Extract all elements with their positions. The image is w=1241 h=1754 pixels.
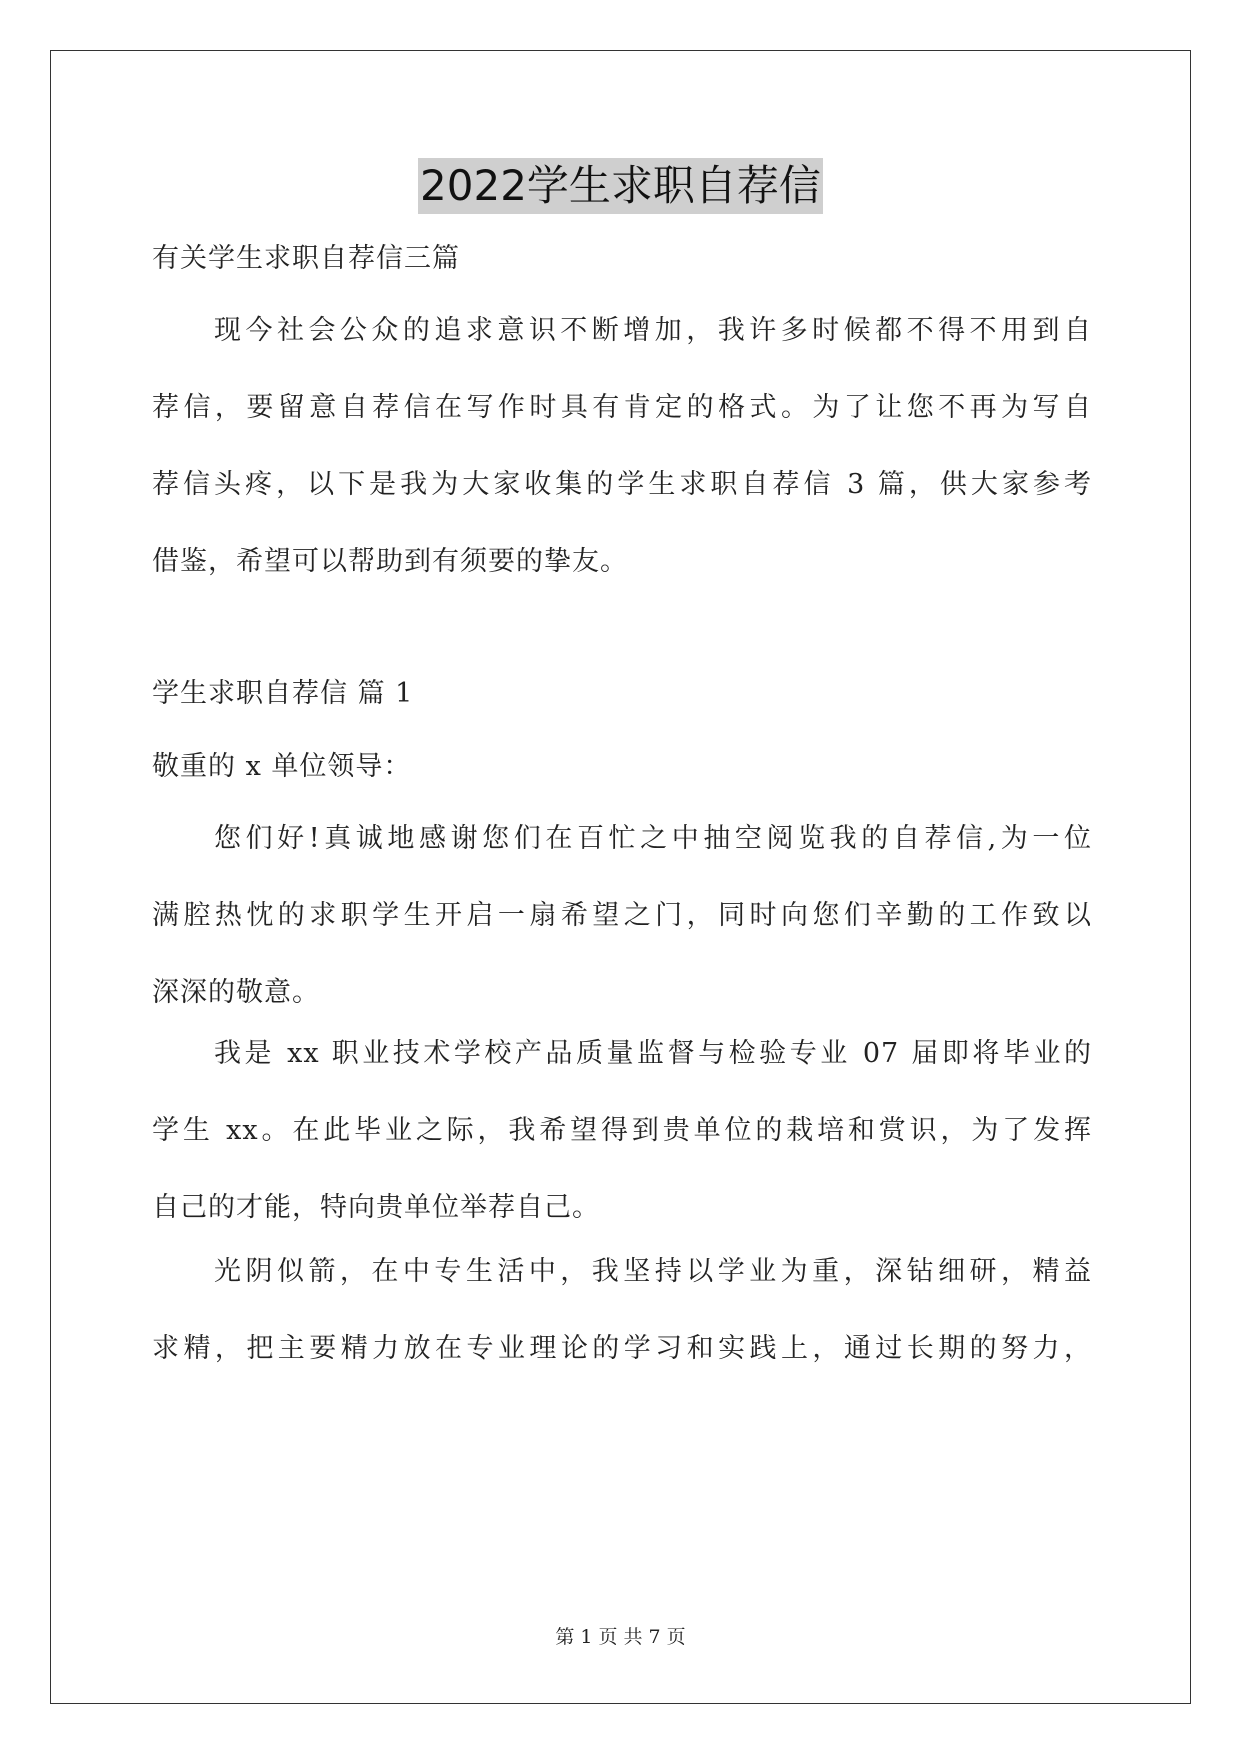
paragraph-line: 求精，把主要精力放在专业理论的学习和实践上，通过长期的努力， [152, 1333, 1092, 1364]
intro-line: 荐信头疼，以下是我为大家收集的学生求职自荐信 3 篇，供大家参考 [152, 469, 1092, 500]
paragraph-1 [152, 820, 1092, 1051]
paragraph-2 [152, 1035, 1092, 1266]
paragraph-line: 您们好!真诚地感谢您们在百忙之中抽空阅览我的自荐信,为一位 [214, 823, 1092, 854]
intro-paragraph [152, 312, 1092, 620]
paragraph-line: 满腔热忱的求职学生开启一扇希望之门，同时向您们辛勤的工作致以 [152, 900, 1092, 931]
paragraph-line: 学生 xx。在此毕业之际，我希望得到贵单位的栽培和赏识，为了发挥 [152, 1115, 1092, 1146]
page-footer: 第 1 页 共 7 页 [555, 1626, 686, 1648]
document-title: 2022学生求职自荐信 [418, 158, 823, 214]
document-subtitle: 有关学生求职自荐信三篇 [152, 243, 460, 274]
paragraph-line: 深深的敬意。 [152, 977, 320, 1008]
paragraph-line: 光阴似箭，在中专生活中，我坚持以学业为重，深钻细研，精益 [214, 1256, 1092, 1287]
paragraph-3 [152, 1253, 1092, 1407]
salutation: 敬重的 x 单位领导： [152, 751, 412, 782]
section-heading: 学生求职自荐信 篇 1 [152, 678, 414, 709]
paragraph-line: 自己的才能，特向贵单位举荐自己。 [152, 1192, 600, 1223]
intro-line: 借鉴，希望可以帮助到有须要的挚友。 [152, 546, 628, 577]
intro-line: 荐信，要留意自荐信在写作时具有肯定的格式。为了让您不再为写自 [152, 392, 1092, 423]
title-wrap [0, 158, 1241, 214]
intro-line: 现今社会公众的追求意识不断增加，我许多时候都不得不用到自 [214, 315, 1092, 346]
paragraph-line: 我是 xx 职业技术学校产品质量监督与检验专业 07 届即将毕业的 [214, 1038, 1092, 1069]
